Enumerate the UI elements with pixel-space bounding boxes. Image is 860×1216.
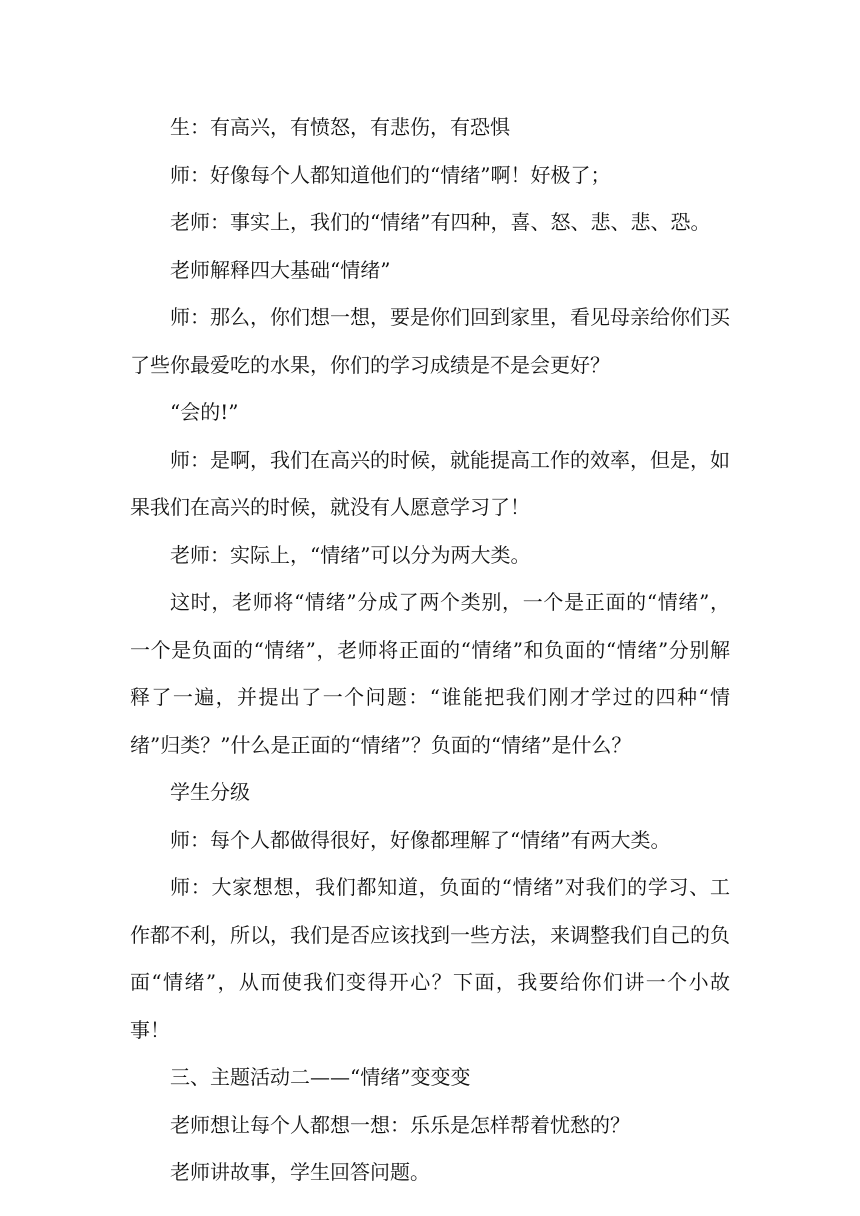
paragraph-teacher-well-done: 师：每个人都做得很好，好像都理解了“情绪”有两大类。 [170, 827, 671, 852]
paragraph-think-question: 老师想让每个人都想一想：乐乐是怎样帮着忧愁的？ [170, 1112, 630, 1137]
paragraph-two-categories: 老师：实际上，“情绪”可以分为两大类。 [170, 542, 531, 567]
paragraph-teacher-efficiency: 师：是啊，我们在高兴的时候，就能提高工作的效率，但是，如果我们在高兴的时候，就没有人愿意学习了！ [130, 447, 730, 519]
paragraph-students-yes: “会的!” [170, 400, 239, 424]
paragraph-student-grading: 学生分级 [170, 780, 250, 804]
document-body [130, 104, 730, 1197]
section-heading-activity-two: 三、主题活动二——“情绪”变变变 [170, 1065, 471, 1089]
paragraph-story-time: 老师讲故事，学生回答问题。 [170, 1160, 430, 1184]
paragraph-adjust-emotions: 师：大家想想，我们都知道，负面的“情绪”对我们的学习、工作都不利，所以，我们是否应该找到一些方法，来调整我们自己的负面“情绪”，从而使我们变得开心？下面，我要给你们讲一个小故事！ [130, 875, 730, 1042]
paragraph-four-emotions: 老师：事实上，我们的“情绪”有四种，喜、怒、悲、悲、恐。 [170, 210, 711, 234]
paragraph-positive-negative: 这时，老师将“情绪”分成了两个类别，一个是正面的“情绪”，一个是负面的“情绪”，老师将正面的“情绪”和负面的“情绪”分别解释了一遍，并提出了一个问题：“谁能把我们刚才学过的四种“情绪”归类？”什么是正面的“情绪”？负面的“情绪”是什么？ [130, 590, 730, 757]
paragraph-teacher-question: 师：那么，你们想一想，要是你们回到家里，看见母亲给你们买了些你最爱吃的水果，你们的学习成绩是不是会更好？ [130, 305, 730, 377]
paragraph-teacher-praise: 师：好像每个人都知道他们的“情绪”啊！好极了； [170, 162, 611, 187]
paragraph-explain-basics: 老师解释四大基础“情绪” [170, 257, 391, 282]
paragraph-student-answer: 生：有高兴，有愤怒，有悲伤，有恐惧 [170, 115, 510, 139]
